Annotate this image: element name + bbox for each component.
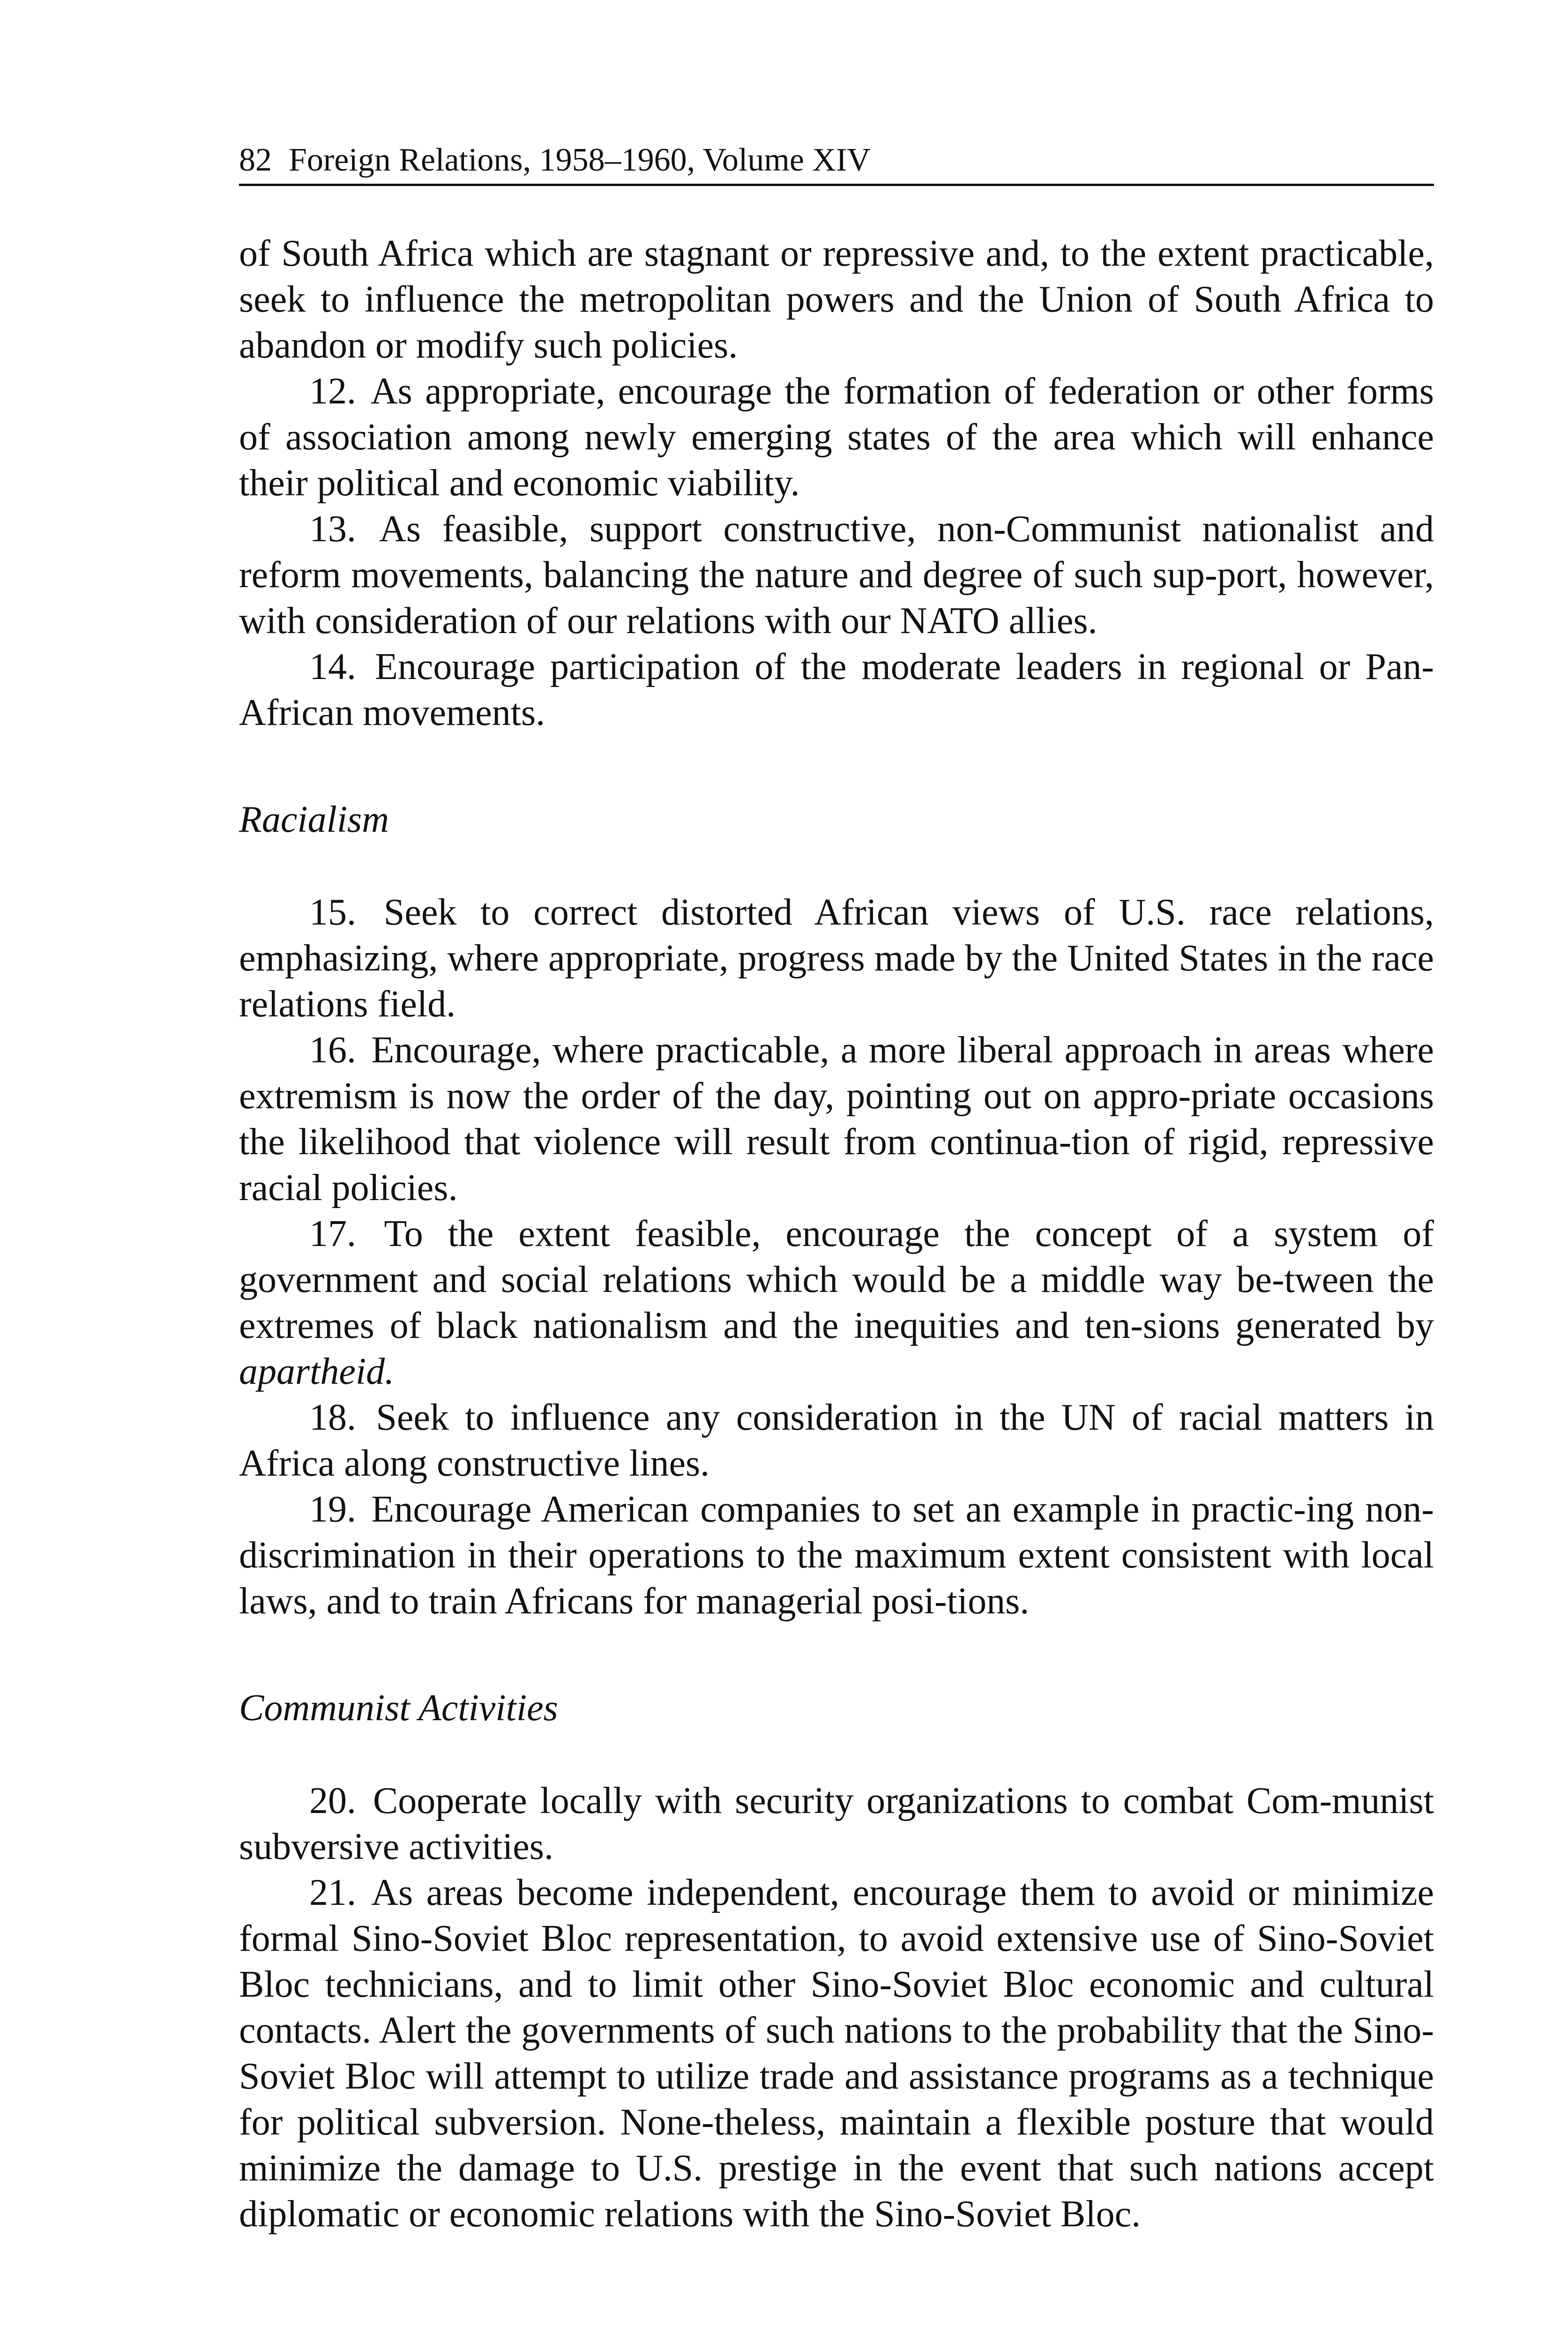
paragraph-item-19 [239, 1486, 1434, 1624]
paragraph-item-15 [239, 889, 1434, 1027]
item-text: Encourage, where practicable, a more liberal approach in areas where extremism is now the order of the day, pointing out on appro-priate occasions the likelihood that violence will result from continua-tion of rigid, repressive racial policies. [239, 1030, 1434, 1209]
item-text: As appropriate, encourage the formation of federation or other forms of association among newly emerging states of the area which will enhance their political and economic viability. [239, 371, 1434, 504]
paragraph-item-21 [239, 1870, 1434, 2237]
item-text: As feasible, support constructive, non-Communist nationalist and reform movements, balancing the nature and degree of such sup-port, however, with consideration of our relations with our NATO allies. [239, 508, 1434, 642]
item-text: Seek to correct distorted African views of U.S. race relations, emphasizing, where appropriate, progress made by the United States in the race relations field. [239, 892, 1434, 1025]
paragraph-item-12 [239, 368, 1434, 506]
paragraph-item-20 [239, 1778, 1434, 1870]
item-text-italic: apartheid. [239, 1351, 395, 1392]
item-number: 15. [309, 892, 356, 933]
item-number: 18. [309, 1397, 356, 1438]
page-number: 82 [239, 142, 272, 178]
paragraph-item-14 [239, 644, 1434, 736]
item-text: Encourage participation of the moderate leaders in regional or Pan-African movements. [239, 646, 1434, 733]
paragraph-item-18 [239, 1395, 1434, 1486]
section-heading-racialism: Racialism [239, 799, 389, 840]
running-head-title: Foreign Relations, 1958–1960, Volume XIV [289, 142, 871, 178]
paragraph-item-13 [239, 506, 1434, 644]
item-number: 13. [309, 508, 356, 550]
paragraph-item-17 [239, 1211, 1434, 1395]
item-text: As areas become independent, encourage them to avoid or minimize formal Sino-Soviet Bloc representation, to avoid extensive use of Sino-Soviet Bloc technicians, and to limit other Sino-Soviet Bloc economic and cultural contacts. Alert the governments of such nations to the probability that the Sino-Soviet Bloc will attempt to utilize trade and assistance programs as a technique for political subversion. None-theless, maintain a flexible posture that would minimize the damage to U.S. prestige in the event that such nations accept diplomatic or economic relations with the Sino-Soviet Bloc. [239, 1872, 1434, 2235]
item-number: 17. [309, 1213, 356, 1254]
item-number: 19. [309, 1489, 356, 1530]
item-number: 21. [309, 1872, 356, 1913]
paragraph-item-16 [239, 1027, 1434, 1211]
continuation-paragraph: of South Africa which are stagnant or repressive and, to the extent practicable, seek to influence the metropolitan powers and the Union of South Africa to abandon or modify such policies. [239, 233, 1434, 366]
item-number: 20. [309, 1780, 356, 1821]
document-page [239, 141, 1434, 2237]
body-text [239, 231, 1434, 2237]
item-number: 12. [309, 371, 356, 412]
section-heading-communist-activities: Communist Activities [239, 1687, 558, 1729]
item-text: Encourage American companies to set an example in practic-ing non-discrimination in their operations to the maximum extent consistent with local laws, and to train Africans for managerial posi-tions. [239, 1489, 1434, 1622]
item-number: 16. [309, 1030, 356, 1071]
item-text: Seek to influence any consideration in the UN of racial matters in Africa along constructive lines. [239, 1397, 1434, 1484]
item-text: Cooperate locally with security organizations to combat Com-munist subversive activities. [239, 1780, 1434, 1867]
item-text: To the extent feasible, encourage the concept of a system of government and social relations which would be a middle way be-tween the extremes of black nationalism and the inequities and ten-sions generated by [239, 1213, 1434, 1346]
running-head [239, 141, 1434, 186]
item-number: 14. [309, 646, 356, 687]
